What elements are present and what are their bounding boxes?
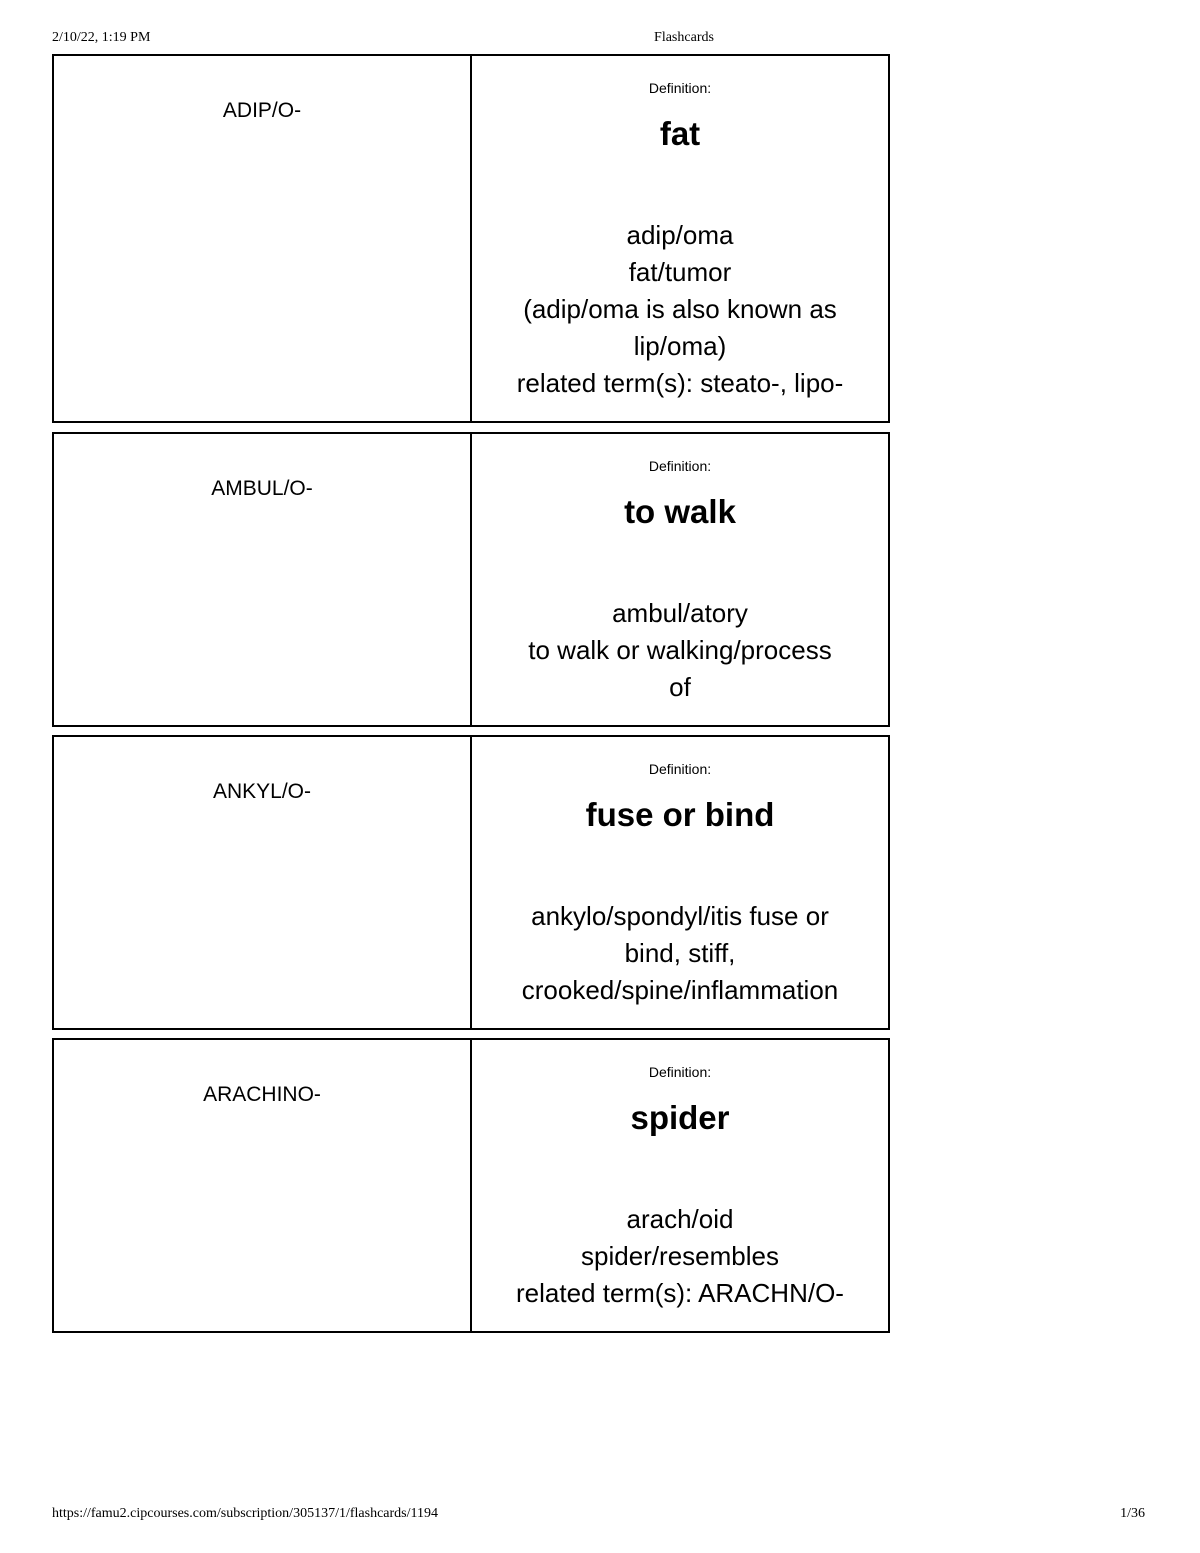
definition-label: Definition: — [648, 1064, 712, 1080]
example-line: (adip/oma is also known as — [523, 293, 837, 324]
example-line: to walk or walking/process — [528, 634, 832, 665]
example-text — [486, 595, 874, 706]
definition: spider — [630, 1099, 730, 1136]
example-text — [486, 898, 874, 1009]
example-line: lip/oma) — [633, 330, 727, 361]
page-url: https://famu2.cipcourses.com/subscription/305137/1/flashcards/1194 — [52, 1506, 438, 1521]
page-number: 1/36 — [1120, 1506, 1145, 1521]
term: ARACHINO- — [203, 1083, 321, 1106]
example-line: bind, stiff, — [624, 937, 736, 968]
example-line: related term(s): ARACHN/O- — [516, 1277, 844, 1308]
example-line: crooked/spine/inflammation — [521, 974, 839, 1005]
flashcard — [52, 432, 890, 727]
term: ADIP/O- — [222, 99, 302, 122]
definition: to walk — [624, 493, 736, 530]
definition: fuse or bind — [585, 796, 775, 833]
card-back — [472, 1040, 888, 1331]
example-line: adip/oma — [626, 219, 734, 250]
card-back — [472, 434, 888, 725]
example-line: arach/oid — [626, 1203, 734, 1234]
definition: fat — [659, 115, 701, 152]
flashcard — [52, 735, 890, 1030]
card-front — [54, 1040, 472, 1331]
example-line: ambul/atory — [612, 597, 748, 628]
card-front — [54, 434, 472, 725]
example-text — [486, 217, 874, 402]
definition-label: Definition: — [648, 458, 712, 474]
example-line: related term(s): steato-, lipo- — [516, 367, 844, 398]
definition-label: Definition: — [648, 80, 712, 96]
example-line: of — [669, 671, 691, 702]
example-line: ankylo/spondyl/itis fuse or — [531, 900, 829, 931]
flashcard — [52, 54, 890, 423]
card-front — [54, 737, 472, 1028]
example-text — [486, 1201, 874, 1312]
print-date: 2/10/22, 1:19 PM — [52, 30, 151, 45]
example-line: spider/resembles — [581, 1240, 779, 1271]
example-line: fat/tumor — [628, 256, 732, 287]
card-back — [472, 56, 888, 421]
page-title: Flashcards — [654, 30, 714, 45]
term: ANKYL/O- — [212, 780, 312, 803]
definition-label: Definition: — [648, 761, 712, 777]
card-front — [54, 56, 472, 421]
card-back — [472, 737, 888, 1028]
term: AMBUL/O- — [211, 477, 313, 500]
flashcard — [52, 1038, 890, 1333]
